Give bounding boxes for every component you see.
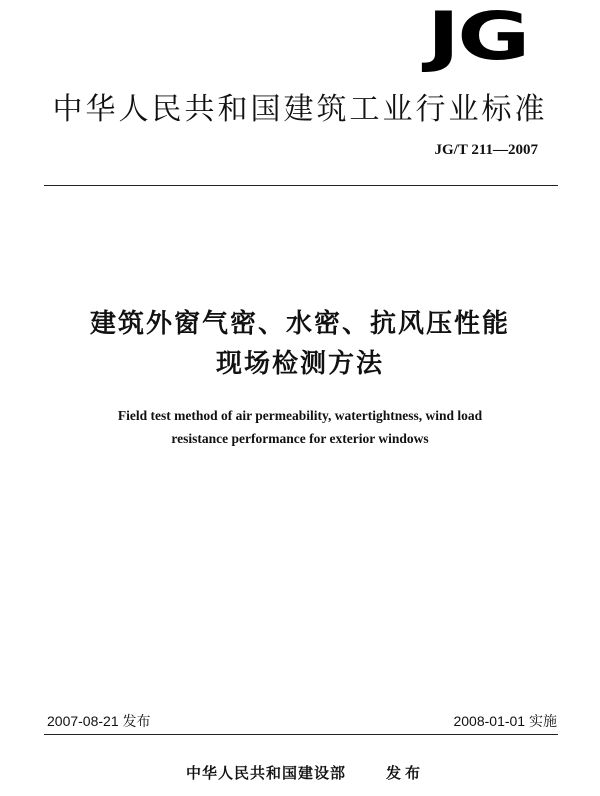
- document-title-en-line2: resistance performance for exterior windows: [171, 431, 429, 446]
- standard-category-heading: 中华人民共和国建筑工业行业标准: [52, 92, 548, 127]
- issue-action: 发布: [386, 764, 425, 782]
- issuing-authority: 中华人民共和国建设部: [186, 764, 347, 782]
- document-title-en-line1: Field test method of air permeability, watertightness, wind load: [117, 408, 483, 423]
- footer-divider: [44, 734, 558, 735]
- implementation-date: 2008-01-01 实施: [453, 713, 557, 729]
- document-title-cn-line2: 现场检测方法: [215, 349, 384, 379]
- header-divider: [44, 185, 558, 186]
- document-title-cn-line1: 建筑外窗气密、水密、抗风压性能: [89, 309, 510, 339]
- standard-number: JG/T 211—2007: [434, 142, 538, 158]
- jg-logo: JG: [427, 0, 528, 75]
- issue-date: 2007-08-21 发布: [47, 713, 151, 729]
